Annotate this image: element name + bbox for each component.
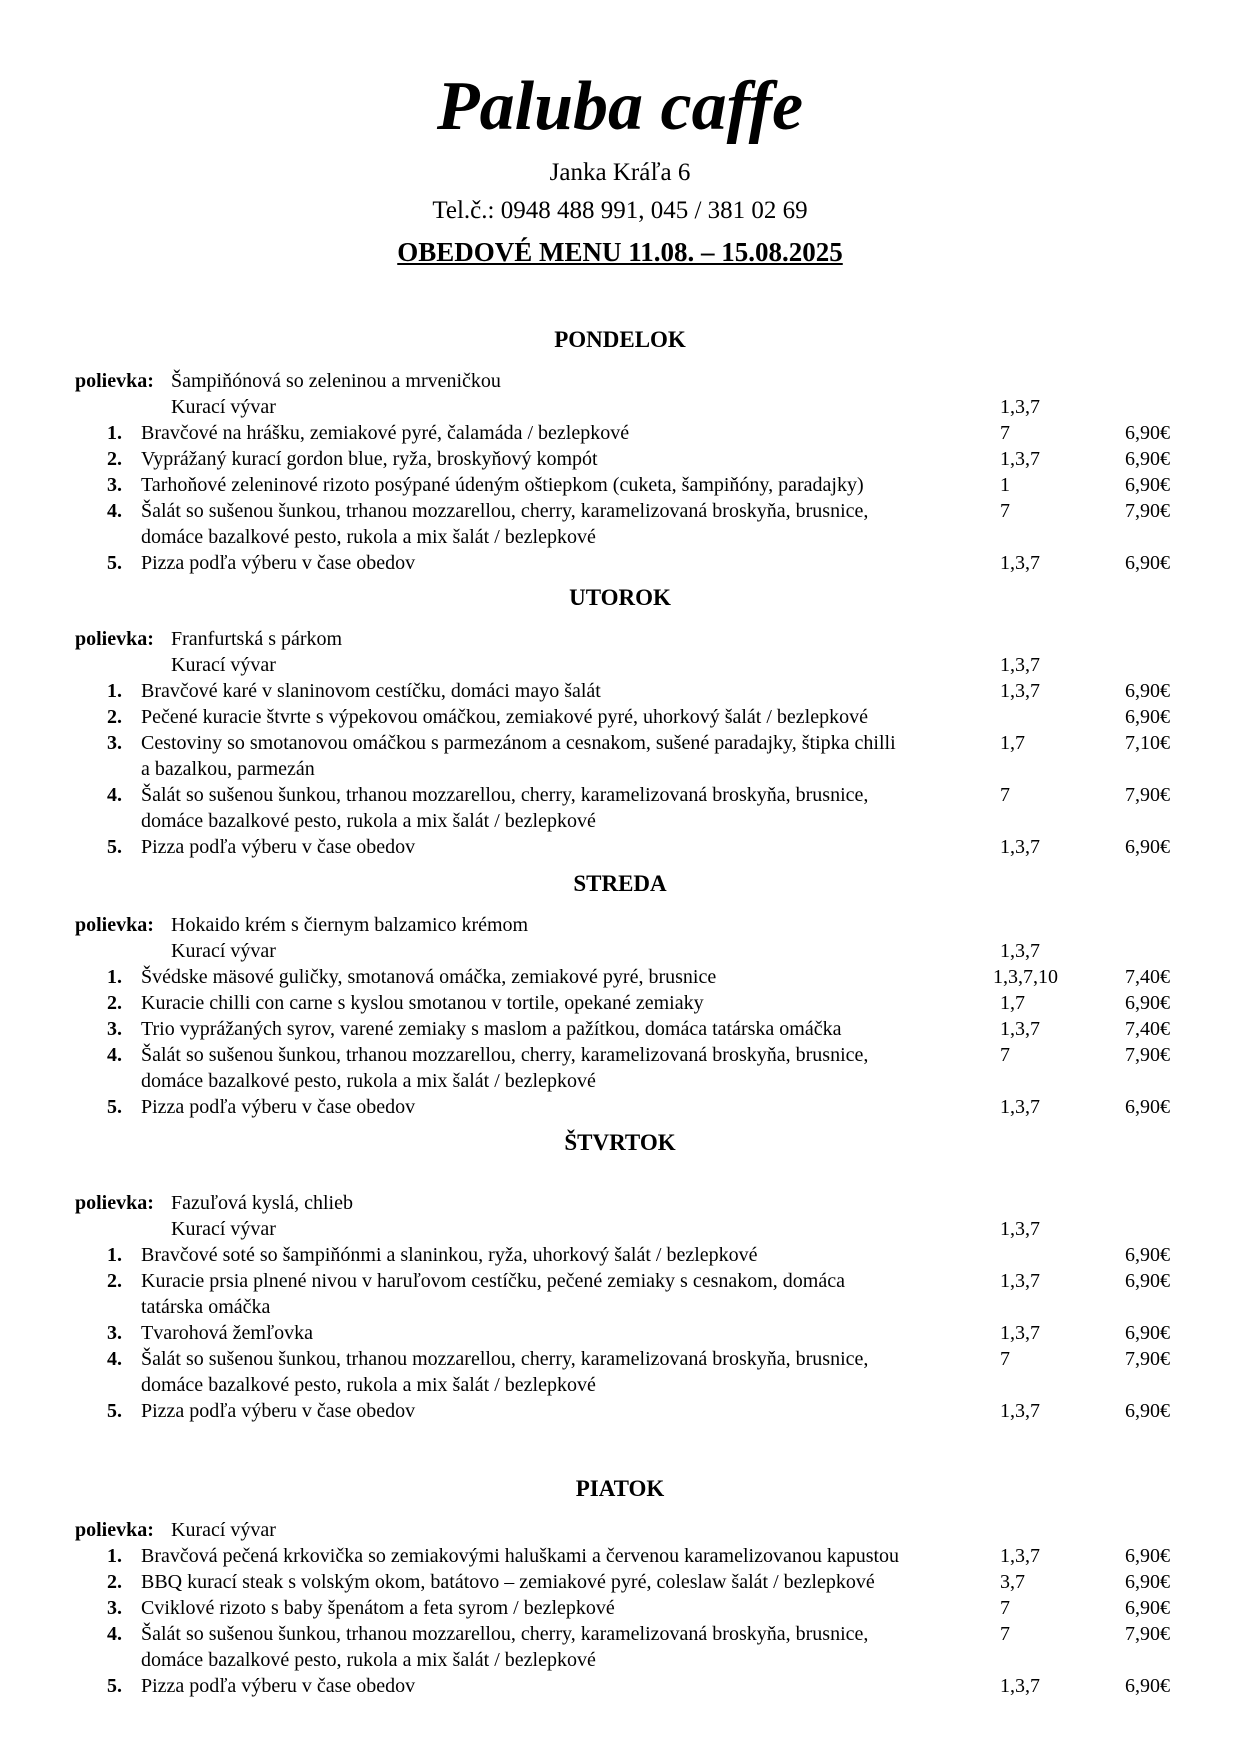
item-price: 7,90€	[1125, 1623, 1170, 1645]
item-description: Kuracie chilli con carne s kyslou smotanou v tortile, opekané zemiaky	[141, 992, 704, 1014]
item-price: 6,90€	[1125, 1571, 1170, 1593]
item-description: Cviklové rizoto s baby špenátom a feta syrom / bezlepkové	[141, 1597, 615, 1619]
item-number: 4.	[107, 1348, 122, 1370]
item-description-line: domáce bazalkové pesto, rukola a mix šalát / bezlepkové	[141, 1649, 596, 1671]
item-number: 2.	[107, 1270, 122, 1292]
item-description-line: domáce bazalkové pesto, rukola a mix šalát / bezlepkové	[141, 526, 596, 548]
item-description: Pizza podľa výberu v čase obedov	[141, 552, 416, 574]
allergens: 1,7	[1000, 992, 1025, 1014]
item-price: 7,90€	[1125, 784, 1170, 806]
allergens: 7	[1000, 1044, 1010, 1066]
item-number: 2.	[107, 1571, 122, 1593]
item-description: Pizza podľa výberu v čase obedov	[141, 1400, 416, 1422]
item-number: 3.	[107, 1018, 122, 1040]
item-description: Tarhoňové zeleninové rizoto posýpané údeným oštiepkom (cuketa, šampiňóny, paradajky)	[141, 474, 864, 496]
item-price: 6,90€	[1125, 1322, 1170, 1344]
allergens: 1,3,7	[1000, 680, 1040, 702]
soup-label: polievka:	[75, 914, 154, 936]
item-number: 4.	[107, 1623, 122, 1645]
item-price: 6,90€	[1125, 1096, 1170, 1118]
soup-label: polievka:	[75, 1192, 154, 1214]
item-price: 6,90€	[1125, 836, 1170, 858]
day-name: PONDELOK	[554, 327, 686, 352]
broth-name: Kurací vývar	[171, 654, 276, 676]
item-price: 7,90€	[1125, 1044, 1170, 1066]
item-price: 6,90€	[1125, 422, 1170, 444]
allergens: 1,3,7,10	[993, 966, 1058, 988]
allergens: 1,3,7	[1000, 836, 1040, 858]
allergens: 1,3,7	[1000, 1322, 1040, 1344]
item-number: 3.	[107, 732, 122, 754]
allergens: 1,3,7	[1000, 1218, 1040, 1240]
item-description: Pizza podľa výberu v čase obedov	[141, 836, 416, 858]
item-number: 3.	[107, 474, 122, 496]
allergens: 7	[1000, 422, 1010, 444]
item-description: Bravčová pečená krkovička so zemiakovými haluškami a červenou karamelizovanou kapustou	[141, 1545, 900, 1567]
allergens: 1	[1000, 474, 1010, 496]
item-description-line: domáce bazalkové pesto, rukola a mix šalát / bezlepkové	[141, 1374, 596, 1396]
item-price: 7,40€	[1125, 1018, 1170, 1040]
item-description: Šalát so sušenou šunkou, trhanou mozzarellou, cherry, karamelizovaná broskyňa, brusnice,	[141, 1348, 869, 1370]
item-description: Vyprážaný kurací gordon blue, ryža, broskyňový kompót	[141, 448, 598, 470]
item-description-line: a bazalkou, parmezán	[141, 758, 315, 780]
item-description-line: domáce bazalkové pesto, rukola a mix šalát / bezlepkové	[141, 810, 596, 832]
allergens: 1,3,7	[1000, 1096, 1040, 1118]
item-number: 1.	[107, 422, 122, 444]
item-number: 5.	[107, 552, 122, 574]
item-price: 6,90€	[1125, 1244, 1170, 1266]
allergens: 1,3,7	[1000, 396, 1040, 418]
allergens: 1,3,7	[1000, 552, 1040, 574]
item-description: Švédske mäsové guličky, smotanová omáčka, zemiakové pyré, brusnice	[141, 966, 717, 988]
item-price: 6,90€	[1125, 474, 1170, 496]
allergens: 1,3,7	[1000, 1675, 1040, 1697]
allergens: 1,3,7	[1000, 654, 1040, 676]
item-description: Šalát so sušenou šunkou, trhanou mozzarellou, cherry, karamelizovaná broskyňa, brusnice,	[141, 1623, 869, 1645]
allergens: 7	[1000, 1348, 1010, 1370]
broth-name: Kurací vývar	[171, 940, 276, 962]
allergens: 7	[1000, 500, 1010, 522]
item-price: 6,90€	[1125, 1400, 1170, 1422]
item-description: Šalát so sušenou šunkou, trhanou mozzarellou, cherry, karamelizovaná broskyňa, brusnice,	[141, 500, 869, 522]
allergens: 7	[1000, 1597, 1010, 1619]
soup-name: Šampiňónová so zeleninou a mrveničkou	[171, 370, 501, 392]
allergens: 1,3,7	[1000, 1545, 1040, 1567]
day-name: ŠTVRTOK	[564, 1130, 676, 1155]
day-name: UTOROK	[569, 585, 671, 610]
item-number: 4.	[107, 500, 122, 522]
item-number: 3.	[107, 1597, 122, 1619]
item-price: 6,90€	[1125, 1597, 1170, 1619]
item-price: 7,90€	[1125, 1348, 1170, 1370]
item-description: Bravčové na hrášku, zemiakové pyré, čalamáda / bezlepkové	[141, 422, 630, 444]
item-price: 6,90€	[1125, 552, 1170, 574]
soup-name: Franfurtská s párkom	[171, 628, 343, 650]
day-name: STREDA	[573, 871, 667, 896]
item-number: 5.	[107, 1096, 122, 1118]
soup-label: polievka:	[75, 370, 154, 392]
item-price: 6,90€	[1125, 448, 1170, 470]
item-number: 3.	[107, 1322, 122, 1344]
restaurant-address: Janka Kráľa 6	[549, 159, 691, 186]
item-number: 1.	[107, 1244, 122, 1266]
allergens: 1,3,7	[1000, 1018, 1040, 1040]
item-number: 5.	[107, 1675, 122, 1697]
item-price: 6,90€	[1125, 1270, 1170, 1292]
allergens: 7	[1000, 784, 1010, 806]
allergens: 1,3,7	[1000, 1400, 1040, 1422]
item-number: 2.	[107, 706, 122, 728]
allergens: 7	[1000, 1623, 1010, 1645]
item-number: 4.	[107, 784, 122, 806]
item-description: Trio vyprážaných syrov, varené zemiaky s maslom a pažítkou, domáca tatárska omáčka	[141, 1018, 842, 1040]
item-description: Šalát so sušenou šunkou, trhanou mozzarellou, cherry, karamelizovaná broskyňa, brusnice,	[141, 1044, 869, 1066]
item-description: Bravčové soté so šampiňónmi a slaninkou, ryža, uhorkový šalát / bezlepkové	[141, 1244, 758, 1266]
allergens: 3,7	[1000, 1571, 1025, 1593]
allergens: 1,3,7	[1000, 1270, 1040, 1292]
item-price: 6,90€	[1125, 706, 1170, 728]
item-description: Bravčové karé v slaninovom cestíčku, domáci mayo šalát	[141, 680, 601, 702]
item-description-line: domáce bazalkové pesto, rukola a mix šalát / bezlepkové	[141, 1070, 596, 1092]
item-number: 2.	[107, 992, 122, 1014]
item-price: 6,90€	[1125, 992, 1170, 1014]
item-price: 7,40€	[1125, 966, 1170, 988]
item-description: Cestoviny so smotanovou omáčkou s parmezánom a cesnakom, sušené paradajky, štipka chilli	[141, 732, 896, 754]
day-name: PIATOK	[575, 1476, 665, 1501]
item-number: 4.	[107, 1044, 122, 1066]
item-description: Šalát so sušenou šunkou, trhanou mozzarellou, cherry, karamelizovaná broskyňa, brusnice,	[141, 784, 869, 806]
item-description: Pizza podľa výberu v čase obedov	[141, 1096, 416, 1118]
item-description: Kuracie prsia plnené nivou v haruľovom cestíčku, pečené zemiaky s cesnakom, domáca	[141, 1270, 845, 1292]
item-price: 6,90€	[1125, 680, 1170, 702]
soup-label: polievka:	[75, 1519, 154, 1541]
item-price: 7,10€	[1125, 732, 1170, 754]
broth-name: Kurací vývar	[171, 1218, 276, 1240]
item-description: Pečené kuracie štvrte s výpekovou omáčkou, zemiakové pyré, uhorkový šalát / bezlepkové	[141, 706, 868, 728]
soup-name: Kurací vývar	[171, 1519, 276, 1541]
restaurant-name: Paluba caffe	[436, 68, 804, 145]
item-number: 1.	[107, 680, 122, 702]
item-number: 5.	[107, 1400, 122, 1422]
item-price: 7,90€	[1125, 500, 1170, 522]
broth-name: Kurací vývar	[171, 396, 276, 418]
item-number: 5.	[107, 836, 122, 858]
item-price: 6,90€	[1125, 1675, 1170, 1697]
restaurant-phone: Tel.č.: 0948 488 991, 045 / 381 02 69	[432, 197, 808, 224]
item-description: Pizza podľa výberu v čase obedov	[141, 1675, 416, 1697]
item-number: 1.	[107, 1545, 122, 1567]
allergens: 1,7	[1000, 732, 1025, 754]
soup-name: Fazuľová kyslá, chlieb	[171, 1192, 353, 1214]
item-number: 2.	[107, 448, 122, 470]
soup-label: polievka:	[75, 628, 154, 650]
item-description: BBQ kurací steak s volským okom, batátovo – zemiakové pyré, coleslaw šalát / bezlepkové	[141, 1571, 875, 1593]
item-description: Tvarohová žemľovka	[141, 1322, 313, 1344]
allergens: 1,3,7	[1000, 448, 1040, 470]
soup-name: Hokaido krém s čiernym balzamico krémom	[171, 914, 529, 936]
allergens: 1,3,7	[1000, 940, 1040, 962]
item-number: 1.	[107, 966, 122, 988]
item-price: 6,90€	[1125, 1545, 1170, 1567]
item-description-line: tatárska omáčka	[141, 1296, 271, 1318]
menu-title: OBEDOVÉ MENU 11.08. – 15.08.2025	[397, 237, 843, 267]
